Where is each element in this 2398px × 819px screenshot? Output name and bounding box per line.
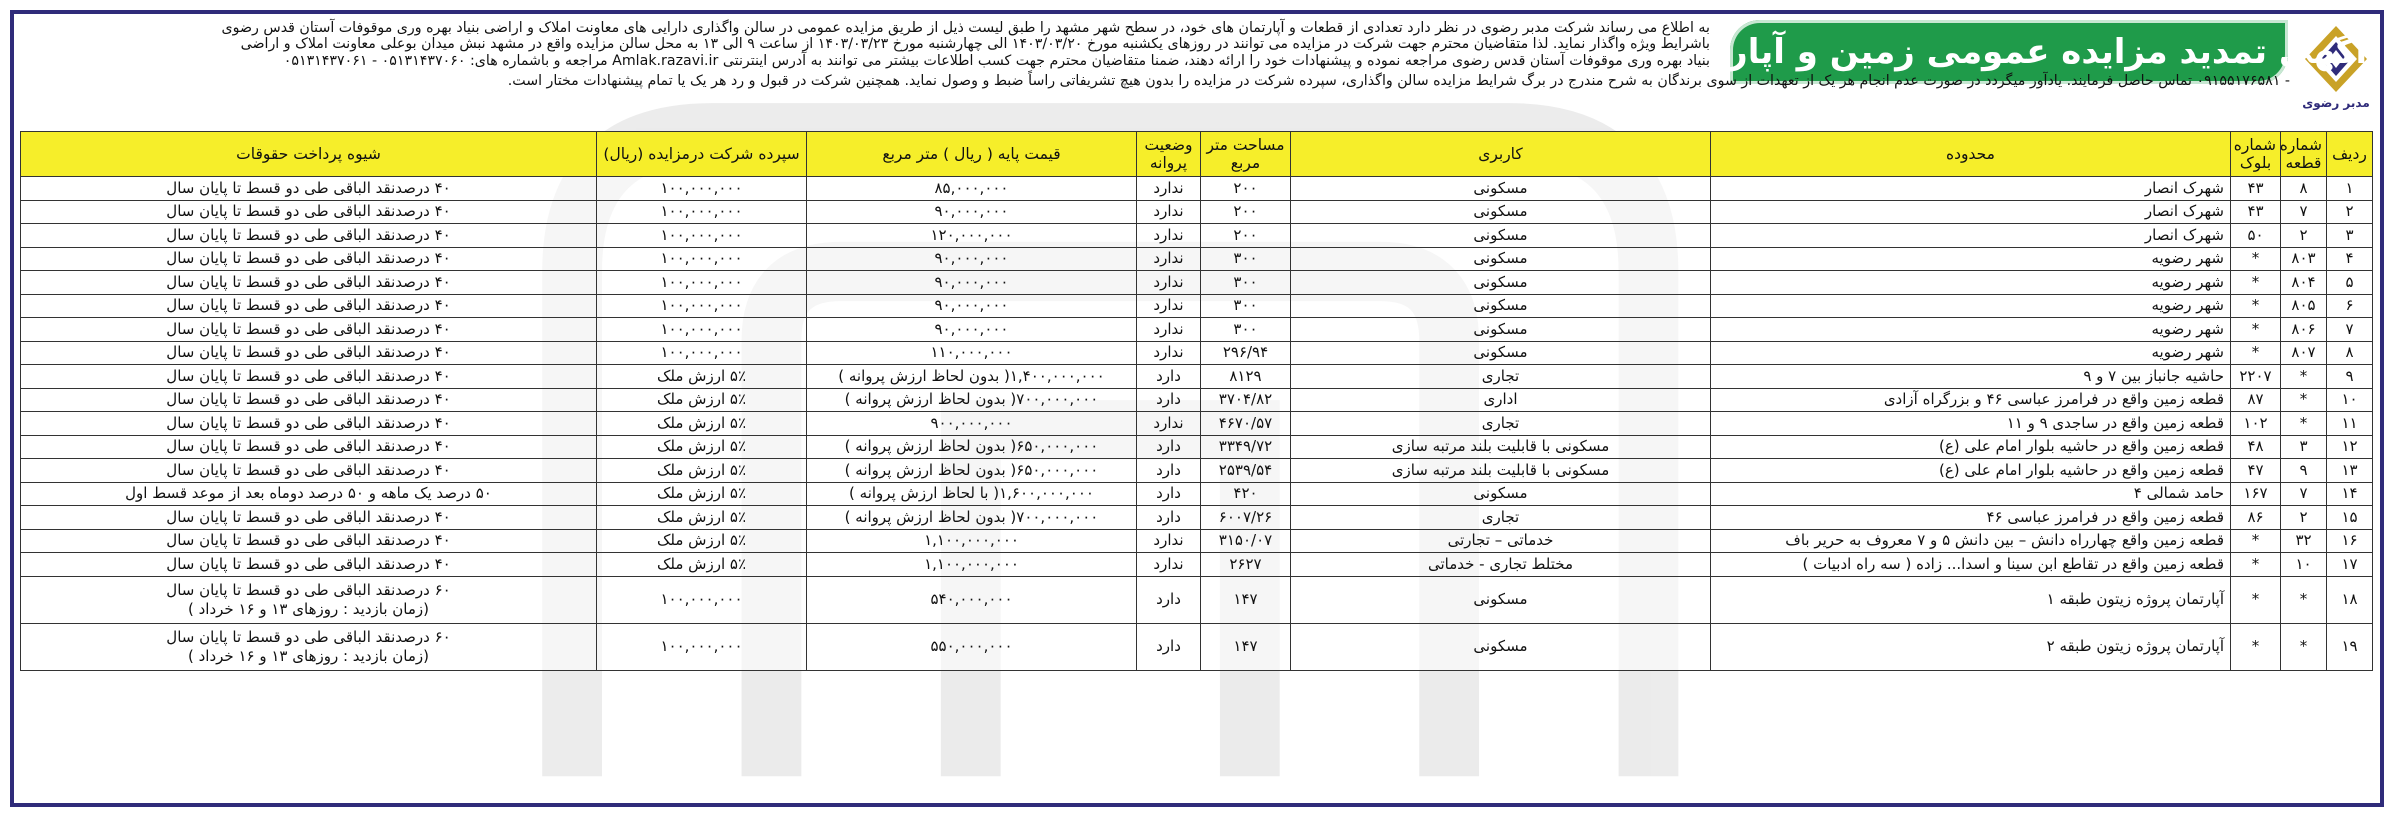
table-header-row	[21, 132, 2373, 177]
cell-size: ۱۴۷	[1201, 576, 1291, 623]
cell-block: *	[2231, 294, 2281, 318]
cell-permit: ندارد	[1137, 247, 1201, 271]
cell-usage: مسکونی با قابلیت بلند مرتبه سازی	[1291, 435, 1711, 459]
cell-usage: مختلط تجاری - خدماتی	[1291, 553, 1711, 577]
cell-price: ۷۰۰,۰۰۰,۰۰۰( بدون لحاظ ارزش پروانه )	[807, 506, 1137, 530]
cell-usage: مسکونی	[1291, 341, 1711, 365]
cell-block: ۵۰	[2231, 224, 2281, 248]
cell-price: ۵۵۰,۰۰۰,۰۰۰	[807, 623, 1137, 670]
cell-area: قطعه زمین واقع در ساجدی ۹ و ۱۱	[1711, 412, 2231, 436]
cell-permit: دارد	[1137, 459, 1201, 483]
cell-plot: ۸۰۴	[2281, 271, 2327, 295]
table-row	[21, 623, 2373, 670]
cell-plot: ۳	[2281, 435, 2327, 459]
cell-block: ۴۷	[2231, 459, 2281, 483]
cell-area: شهر رضویه	[1711, 247, 2231, 271]
table-row	[21, 553, 2373, 577]
cell-deposit: ۱۰۰,۰۰۰,۰۰۰	[597, 200, 807, 224]
cell-area: قطعه زمین واقع در تقاطع ابن سینا و اسدا... زاده ( سه راه ادبیات )	[1711, 553, 2231, 577]
cell-payment: ۴۰ درصدنقد الباقی طی دو قسط تا پایان سال	[21, 459, 597, 483]
cell-payment: ۴۰ درصدنقد الباقی طی دو قسط تا پایان سال	[21, 294, 597, 318]
cell-permit: ندارد	[1137, 341, 1201, 365]
cell-usage: مسکونی	[1291, 271, 1711, 295]
cell-size: ۱۴۷	[1201, 623, 1291, 670]
cell-permit: ندارد	[1137, 553, 1201, 577]
table-body	[21, 177, 2373, 671]
cell-block: ۴۳	[2231, 200, 2281, 224]
cell-permit: ندارد	[1137, 177, 1201, 201]
cell-block: *	[2231, 576, 2281, 623]
cell-deposit: ۱۰۰,۰۰۰,۰۰۰	[597, 341, 807, 365]
cell-row: ۱	[2327, 177, 2373, 201]
cell-price: ۵۴۰,۰۰۰,۰۰۰	[807, 576, 1137, 623]
cell-block: *	[2231, 341, 2281, 365]
cell-permit: ندارد	[1137, 529, 1201, 553]
cell-permit: ندارد	[1137, 294, 1201, 318]
cell-deposit: ۵٪ ارزش ملک	[597, 435, 807, 459]
cell-size: ۶۰۰۷/۲۶	[1201, 506, 1291, 530]
table-row	[21, 576, 2373, 623]
table-row	[21, 506, 2373, 530]
cell-plot: *	[2281, 576, 2327, 623]
cell-size: ۳۰۰	[1201, 247, 1291, 271]
table-row	[21, 412, 2373, 436]
cell-block: *	[2231, 247, 2281, 271]
table-row	[21, 177, 2373, 201]
cell-deposit: ۵٪ ارزش ملک	[597, 412, 807, 436]
cell-row: ۱۸	[2327, 576, 2373, 623]
cell-price: ۱۱۰,۰۰۰,۰۰۰	[807, 341, 1137, 365]
cell-size: ۲۵۳۹/۵۴	[1201, 459, 1291, 483]
logo-caption: مدبر رضوی	[2302, 96, 2370, 110]
cell-area: شهر رضویه	[1711, 294, 2231, 318]
cell-area: شهر رضویه	[1711, 341, 2231, 365]
cell-price: ۱۲۰,۰۰۰,۰۰۰	[807, 224, 1137, 248]
cell-size: ۲۰۰	[1201, 177, 1291, 201]
cell-area: شهرک انصار	[1711, 224, 2231, 248]
cell-usage: تجاری	[1291, 412, 1711, 436]
cell-permit: ندارد	[1137, 224, 1201, 248]
cell-plot: ۸۰۳	[2281, 247, 2327, 271]
cell-permit: دارد	[1137, 365, 1201, 389]
cell-size: ۲۹۶/۹۴	[1201, 341, 1291, 365]
table-row	[21, 482, 2373, 506]
cell-row: ۱۵	[2327, 506, 2373, 530]
cell-row: ۱۷	[2327, 553, 2373, 577]
cell-deposit: ۱۰۰,۰۰۰,۰۰۰	[597, 224, 807, 248]
cell-area: شهر رضویه	[1711, 271, 2231, 295]
cell-block: *	[2231, 553, 2281, 577]
cell-size: ۳۰۰	[1201, 318, 1291, 342]
cell-row: ۱۰	[2327, 388, 2373, 412]
cell-area: آپارتمان پروژه زیتون طبقه ۱	[1711, 576, 2231, 623]
cell-plot: *	[2281, 623, 2327, 670]
cell-size: ۳۷۰۴/۸۲	[1201, 388, 1291, 412]
cell-price: ۹۰,۰۰۰,۰۰۰	[807, 271, 1137, 295]
cell-payment	[21, 623, 597, 670]
cell-plot: *	[2281, 365, 2327, 389]
col-header-size: مساحت متر مربع	[1201, 132, 1291, 177]
cell-area: شهرک انصار	[1711, 200, 2231, 224]
cell-payment: ۴۰ درصدنقد الباقی طی دو قسط تا پایان سال	[21, 247, 597, 271]
page-title: آگهی تمدید مزایده عمومی زمین و آپارتمان	[1650, 32, 2368, 72]
header	[14, 14, 2380, 134]
table-row	[21, 388, 2373, 412]
cell-deposit: ۵٪ ارزش ملک	[597, 459, 807, 483]
cell-block: *	[2231, 271, 2281, 295]
cell-price: ۹۰,۰۰۰,۰۰۰	[807, 318, 1137, 342]
col-header-area: محدوده	[1711, 132, 2231, 177]
cell-permit: ندارد	[1137, 412, 1201, 436]
intro-line-3: بنیاد بهره وری موقوفات آستان قدس رضوی مراجعه نموده و پیشنهادات خود را ارائه دهند، ضمنا متقاضیان محترم جهت کسب اطلاعات بیشتر می توانند به آدرس اینترنتی Amlak.razavi.ir مراجعه و باشماره های: ۰۵۱۳۱۴۳۷۰۶۰ - ۰۵۱۳۱۴۳۷۰۶۱	[283, 52, 1710, 69]
cell-usage: مسکونی	[1291, 224, 1711, 248]
cell-row: ۷	[2327, 318, 2373, 342]
cell-deposit: ۱۰۰,۰۰۰,۰۰۰	[597, 271, 807, 295]
cell-price: ۶۵۰,۰۰۰,۰۰۰( بدون لحاظ ارزش پروانه )	[807, 459, 1137, 483]
table-row	[21, 318, 2373, 342]
cell-area: حامد شمالی ۴	[1711, 482, 2231, 506]
cell-row: ۶	[2327, 294, 2373, 318]
table-row	[21, 247, 2373, 271]
visit-time-note: (زمان بازدید : روزهای ۱۳ و ۱۶ خرداد )	[187, 599, 429, 618]
cell-deposit: ۱۰۰,۰۰۰,۰۰۰	[597, 177, 807, 201]
cell-area: حاشیه جانباز بین ۷ و ۹	[1711, 365, 2231, 389]
cell-plot: *	[2281, 412, 2327, 436]
cell-size: ۴۲۰	[1201, 482, 1291, 506]
cell-block: ۴۳	[2231, 177, 2281, 201]
cell-row: ۴	[2327, 247, 2373, 271]
table-row	[21, 271, 2373, 295]
cell-block: *	[2231, 529, 2281, 553]
cell-price: ۱,۶۰۰,۰۰۰,۰۰۰( با لحاظ ارزش پروانه )	[807, 482, 1137, 506]
payment-terms: ۶۰ درصدنقد الباقی طی دو قسط تا پایان سال	[166, 580, 451, 599]
cell-block: ۱۶۷	[2231, 482, 2281, 506]
cell-price: ۹۰,۰۰۰,۰۰۰	[807, 247, 1137, 271]
cell-area: شهر رضویه	[1711, 318, 2231, 342]
cell-plot: ۹	[2281, 459, 2327, 483]
cell-usage: مسکونی با قابلیت بلند مرتبه سازی	[1291, 459, 1711, 483]
cell-price: ۹۰,۰۰۰,۰۰۰	[807, 294, 1137, 318]
cell-deposit: ۵٪ ارزش ملک	[597, 506, 807, 530]
cell-payment: ۴۰ درصدنقد الباقی طی دو قسط تا پایان سال	[21, 341, 597, 365]
cell-plot: *	[2281, 388, 2327, 412]
cell-payment: ۴۰ درصدنقد الباقی طی دو قسط تا پایان سال	[21, 529, 597, 553]
cell-row: ۱۲	[2327, 435, 2373, 459]
cell-price: ۸۵,۰۰۰,۰۰۰	[807, 177, 1137, 201]
col-header-payment: شیوه پرداخت حقوقات	[21, 132, 597, 177]
cell-block: *	[2231, 623, 2281, 670]
cell-row: ۱۱	[2327, 412, 2373, 436]
cell-plot: ۷	[2281, 482, 2327, 506]
cell-area: قطعه زمین واقع در حاشیه بلوار امام علی (ع)	[1711, 459, 2231, 483]
auction-table-wrapper	[20, 131, 2372, 671]
cell-price: ۷۰۰,۰۰۰,۰۰۰( بدون لحاظ ارزش پروانه )	[807, 388, 1137, 412]
cell-area: شهرک انصار	[1711, 177, 2231, 201]
cell-usage: مسکونی	[1291, 576, 1711, 623]
cell-area: قطعه زمین واقع در حاشیه بلوار امام علی (ع)	[1711, 435, 2231, 459]
cell-usage: تجاری	[1291, 365, 1711, 389]
cell-permit: ندارد	[1137, 271, 1201, 295]
cell-block: ۱۰۲	[2231, 412, 2281, 436]
cell-row: ۹	[2327, 365, 2373, 389]
intro-text	[20, 20, 2290, 90]
cell-row: ۵	[2327, 271, 2373, 295]
table-row	[21, 224, 2373, 248]
cell-size: ۳۱۵۰/۰۷	[1201, 529, 1291, 553]
cell-size: ۸۱۲۹	[1201, 365, 1291, 389]
cell-usage: مسکونی	[1291, 247, 1711, 271]
cell-payment: ۴۰ درصدنقد الباقی طی دو قسط تا پایان سال	[21, 435, 597, 459]
advertisement-frame	[10, 10, 2384, 807]
intro-line-1: به اطلاع می رساند شرکت مدبر رضوی در نظر دارد تعدادی از قطعات و آپارتمان های خود، در سطح شهر مشهد را طبق لیست ذیل از طریق مزایده عمومی در سالن واگذاری دارایی های معاونت املاک و اراضی بنیاد بهره وری موقوفات آستان قدس رضوی	[221, 20, 1710, 36]
table-row	[21, 529, 2373, 553]
cell-permit: دارد	[1137, 435, 1201, 459]
cell-usage: خدماتی – تجارتی	[1291, 529, 1711, 553]
cell-permit: دارد	[1137, 623, 1201, 670]
cell-row: ۲	[2327, 200, 2373, 224]
table-row	[21, 459, 2373, 483]
cell-size: ۴۶۷۰/۵۷	[1201, 412, 1291, 436]
auction-table	[20, 131, 2373, 671]
cell-usage: مسکونی	[1291, 623, 1711, 670]
cell-deposit: ۱۰۰,۰۰۰,۰۰۰	[597, 318, 807, 342]
cell-price: ۱,۱۰۰,۰۰۰,۰۰۰	[807, 529, 1137, 553]
cell-price: ۱,۱۰۰,۰۰۰,۰۰۰	[807, 553, 1137, 577]
table-row	[21, 200, 2373, 224]
cell-area: قطعه زمین واقع در فرامرز عباسی ۴۶ و بزرگراه آزادی	[1711, 388, 2231, 412]
cell-payment: ۴۰ درصدنقد الباقی طی دو قسط تا پایان سال	[21, 553, 597, 577]
col-header-plot: شماره قطعه	[2281, 132, 2327, 177]
cell-price: ۹۰۰,۰۰۰,۰۰۰	[807, 412, 1137, 436]
cell-area: آپارتمان پروژه زیتون طبقه ۲	[1711, 623, 2231, 670]
cell-plot: ۸۰۶	[2281, 318, 2327, 342]
cell-payment: ۴۰ درصدنقد الباقی طی دو قسط تا پایان سال	[21, 200, 597, 224]
cell-deposit: ۱۰۰,۰۰۰,۰۰۰	[597, 623, 807, 670]
cell-size: ۳۳۴۹/۷۲	[1201, 435, 1291, 459]
cell-block: *	[2231, 318, 2281, 342]
cell-payment: ۴۰ درصدنقد الباقی طی دو قسط تا پایان سال	[21, 412, 597, 436]
col-header-row: ردیف	[2327, 132, 2373, 177]
cell-price: ۹۰,۰۰۰,۰۰۰	[807, 200, 1137, 224]
cell-usage: تجاری	[1291, 506, 1711, 530]
col-header-usage: کاربری	[1291, 132, 1711, 177]
cell-payment: ۴۰ درصدنقد الباقی طی دو قسط تا پایان سال	[21, 365, 597, 389]
cell-size: ۳۰۰	[1201, 271, 1291, 295]
cell-payment	[21, 576, 597, 623]
cell-permit: ندارد	[1137, 318, 1201, 342]
cell-usage: مسکونی	[1291, 294, 1711, 318]
cell-deposit: ۱۰۰,۰۰۰,۰۰۰	[597, 294, 807, 318]
cell-plot: ۲	[2281, 224, 2327, 248]
cell-price: ۱,۴۰۰,۰۰۰,۰۰۰( بدون لحاظ ارزش پروانه )	[807, 365, 1137, 389]
cell-deposit: ۵٪ ارزش ملک	[597, 482, 807, 506]
cell-block: ۸۶	[2231, 506, 2281, 530]
cell-deposit: ۵٪ ارزش ملک	[597, 553, 807, 577]
col-header-block: شماره بلوک	[2231, 132, 2281, 177]
cell-block: ۸۷	[2231, 388, 2281, 412]
cell-deposit: ۵٪ ارزش ملک	[597, 388, 807, 412]
cell-plot: ۷	[2281, 200, 2327, 224]
cell-row: ۸	[2327, 341, 2373, 365]
cell-payment: ۴۰ درصدنقد الباقی طی دو قسط تا پایان سال	[21, 224, 597, 248]
cell-usage: مسکونی	[1291, 177, 1711, 201]
cell-payment: ۵۰ درصد یک ماهه و ۵۰ درصد دوماه بعد از موعد قسط اول	[21, 482, 597, 506]
intro-line-2: باشرایط ویژه واگذار نماید. لذا متقاضیان محترم جهت شرکت در مزایده می توانند در روزهای یکشنبه مورخ ۱۴۰۳/۰۳/۲۰ الی چهارشنبه مورخ ۱۴۰۳/۰۳/۲۳ از ساعت ۹ الی ۱۳ به محل سالن مزایده واقع در مشهد نبش میدان بوعلی معاونت املاک و اراضی	[240, 36, 1710, 53]
cell-deposit: ۱۰۰,۰۰۰,۰۰۰	[597, 247, 807, 271]
cell-deposit: ۵٪ ارزش ملک	[597, 365, 807, 389]
cell-permit: دارد	[1137, 482, 1201, 506]
cell-block: ۲۲۰۷	[2231, 365, 2281, 389]
cell-plot: ۸۰۵	[2281, 294, 2327, 318]
cell-deposit: ۱۰۰,۰۰۰,۰۰۰	[597, 576, 807, 623]
cell-payment: ۴۰ درصدنقد الباقی طی دو قسط تا پایان سال	[21, 271, 597, 295]
table-row	[21, 365, 2373, 389]
cell-row: ۱۹	[2327, 623, 2373, 670]
intro-line-4: - ۰۹۱۵۵۱۷۶۵۸۱ تماس حاصل فرمایند. یادآور میگردد در صورت عدم انجام هر یک از تعهدات از سوی برندگان به شرح مندرج در برگ شرایط مزایده سالن واگذاری، سپرده شرکت در مزایده را بدون هیچ تشریفاتی راساً ضبط و وصول نماید. همچنین شرکت در قبول و رد هر یک یا تمام پیشنهادات مختار است.	[507, 73, 2290, 90]
cell-permit: دارد	[1137, 506, 1201, 530]
table-row	[21, 294, 2373, 318]
cell-plot: ۳۲	[2281, 529, 2327, 553]
col-header-permit: وضعیت پروانه	[1137, 132, 1201, 177]
table-row	[21, 435, 2373, 459]
cell-row: ۱۶	[2327, 529, 2373, 553]
cell-payment: ۴۰ درصدنقد الباقی طی دو قسط تا پایان سال	[21, 388, 597, 412]
cell-size: ۲۰۰	[1201, 200, 1291, 224]
cell-size: ۲۰۰	[1201, 224, 1291, 248]
table-row	[21, 341, 2373, 365]
cell-row: ۳	[2327, 224, 2373, 248]
cell-usage: مسکونی	[1291, 318, 1711, 342]
cell-price: ۶۵۰,۰۰۰,۰۰۰( بدون لحاظ ارزش پروانه )	[807, 435, 1137, 459]
cell-area: قطعه زمین واقع در فرامرز عباسی ۴۶	[1711, 506, 2231, 530]
payment-terms: ۶۰ درصدنقد الباقی طی دو قسط تا پایان سال	[166, 627, 451, 646]
cell-usage: اداری	[1291, 388, 1711, 412]
cell-payment: ۴۰ درصدنقد الباقی طی دو قسط تا پایان سال	[21, 318, 597, 342]
visit-time-note: (زمان بازدید : روزهای ۱۳ و ۱۶ خرداد )	[187, 646, 429, 665]
cell-plot: ۸۰۷	[2281, 341, 2327, 365]
cell-size: ۲۶۲۷	[1201, 553, 1291, 577]
cell-payment: ۴۰ درصدنقد الباقی طی دو قسط تا پایان سال	[21, 177, 597, 201]
cell-plot: ۲	[2281, 506, 2327, 530]
cell-plot: ۱۰	[2281, 553, 2327, 577]
col-header-price: قیمت پایه ( ریال ) متر مربع	[807, 132, 1137, 177]
cell-block: ۴۸	[2231, 435, 2281, 459]
cell-area: قطعه زمین واقع چهارراه دانش – بین دانش ۵ و ۷ معروف به حریر باف	[1711, 529, 2231, 553]
cell-size: ۳۰۰	[1201, 294, 1291, 318]
cell-row: ۱۳	[2327, 459, 2373, 483]
cell-permit: دارد	[1137, 388, 1201, 412]
cell-plot: ۸	[2281, 177, 2327, 201]
cell-payment: ۴۰ درصدنقد الباقی طی دو قسط تا پایان سال	[21, 506, 597, 530]
cell-permit: دارد	[1137, 576, 1201, 623]
cell-permit: ندارد	[1137, 200, 1201, 224]
cell-row: ۱۴	[2327, 482, 2373, 506]
col-header-deposit: سپرده شرکت درمزایده (ریال)	[597, 132, 807, 177]
cell-usage: مسکونی	[1291, 482, 1711, 506]
cell-deposit: ۵٪ ارزش ملک	[597, 529, 807, 553]
cell-usage: مسکونی	[1291, 200, 1711, 224]
